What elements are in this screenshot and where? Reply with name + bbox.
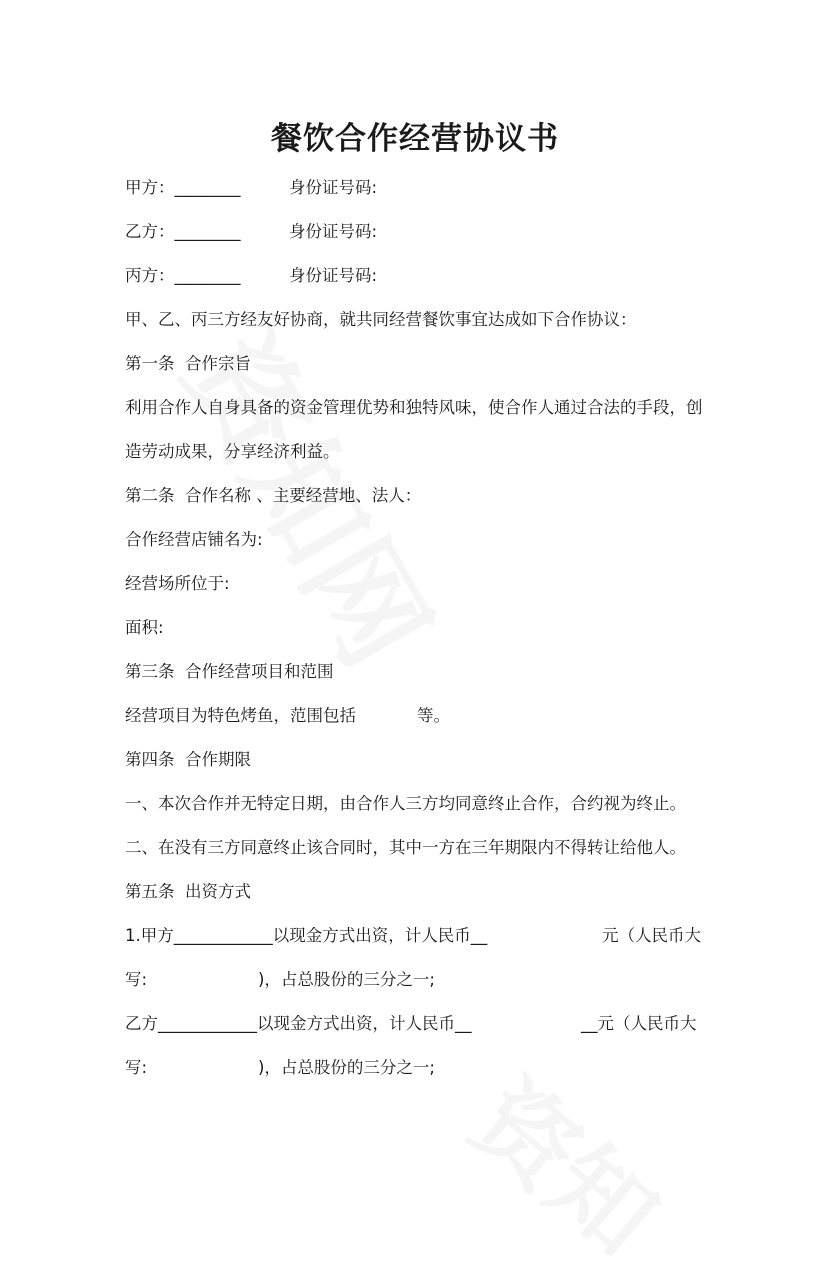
article-4-clause-2: 二、在没有三方同意终止该合同时，其中一方在三年期限内不得转让给他人。 <box>125 838 686 857</box>
article-2-shop-name: 合作经营店铺名为: <box>125 530 263 549</box>
article-2-location: 经营场所位于: <box>125 574 230 593</box>
article-5-party-b-line-1-end: __元（人民币大 <box>581 1014 697 1033</box>
article-5-party-b-line-2: 写: <box>125 1058 148 1077</box>
article-2-area: 面积: <box>125 618 164 637</box>
article-4-title: 第四条 合作期限 <box>125 750 251 769</box>
document-title: 餐饮合作经营协议书 <box>271 121 559 157</box>
intro-paragraph: 甲、乙、丙三方经友好协商，就共同经营餐饮事宜达成如下合作协议： <box>125 310 637 329</box>
article-5-party-a-line-1-end: 元（人民币大 <box>602 926 701 945</box>
article-3-text: 经营项目为特色烤鱼，范围包括 <box>125 706 356 725</box>
party-a-id-label: 身份证号码: <box>289 178 378 197</box>
article-1-title: 第一条 合作宗旨 <box>125 354 251 373</box>
party-b-id-label: 身份证号码: <box>289 222 378 241</box>
article-1-text-line-1: 利用合作人自身具备的资金管理优势和独特风味，使合作人通过合法的手段，创 <box>125 398 703 417</box>
party-a-name: 甲方：________ <box>125 178 241 197</box>
article-5-party-a-line-2-end: )，占总股份的三分之一; <box>258 970 435 989</box>
article-4-clause-1: 一、本次合作并无特定日期，由合作人三方均同意终止合作，合约视为终止。 <box>125 794 686 813</box>
watermark-bottom <box>447 1043 693 1281</box>
article-5-party-b-line-2-end: )，占总股份的三分之一; <box>258 1058 435 1077</box>
article-5-party-b-line-1: 乙方____________以现金方式出资，计人民币__ <box>125 1014 472 1033</box>
article-1-text-line-2: 造劳动成果，分享经济利益。 <box>125 442 340 461</box>
article-3-title: 第三条 合作经营项目和范围 <box>125 662 334 681</box>
article-3-text-end: 等。 <box>417 706 450 725</box>
party-b-name: 乙方：________ <box>125 222 241 241</box>
article-2-title: 第二条 合作名称 、主要经营地、法人： <box>125 486 422 505</box>
article-5-party-a-line-2: 写: <box>125 970 148 989</box>
article-5-title: 第五条 出资方式 <box>125 882 251 901</box>
party-c-id-label: 身份证号码: <box>289 266 378 285</box>
article-5-party-a-line-1: 1.甲方____________以现金方式出资，计人民币__ <box>125 926 488 945</box>
party-c-name: 丙方：________ <box>125 266 241 285</box>
